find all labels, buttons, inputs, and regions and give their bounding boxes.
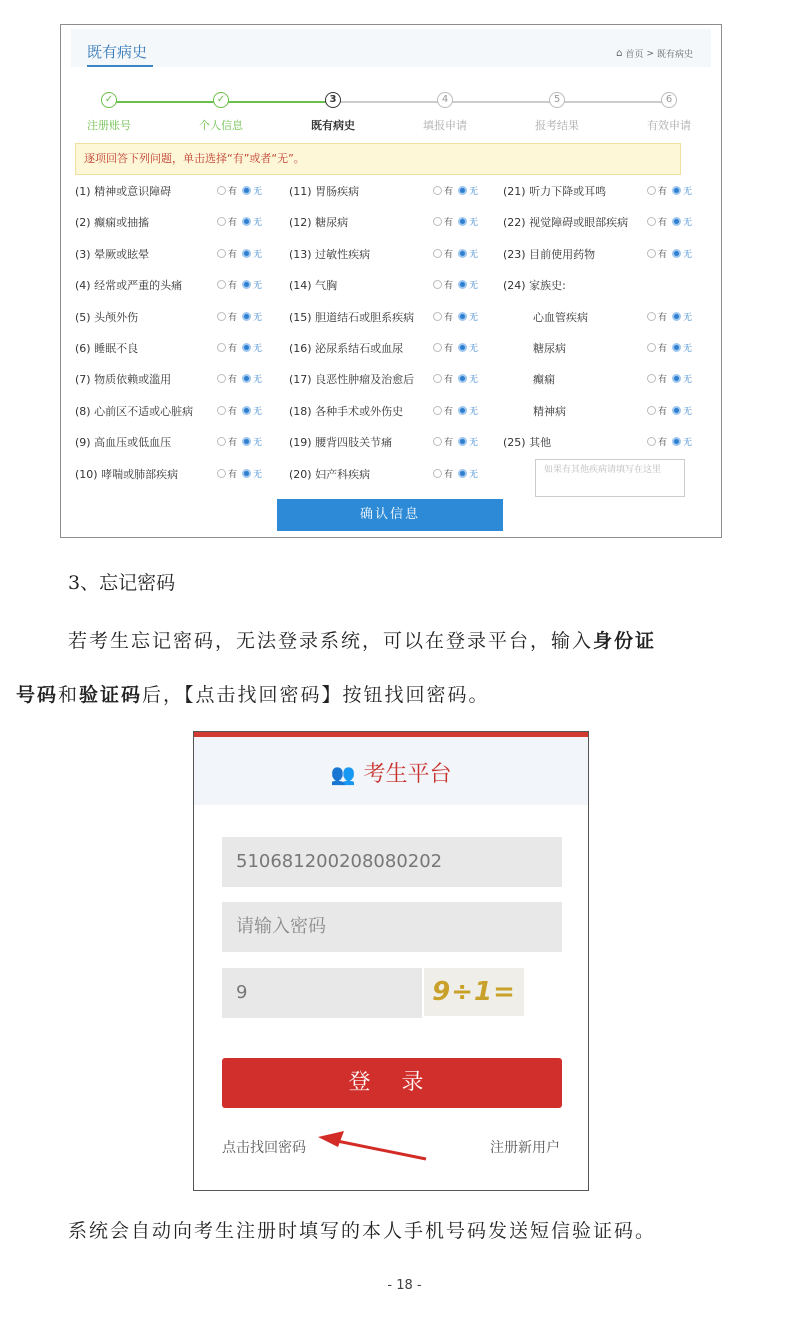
radio-yes[interactable] [433, 186, 442, 195]
radio-yes-label: 有 [228, 187, 238, 197]
para-bold-id: 身份证 [593, 630, 657, 652]
yes-no-radio-group [433, 467, 478, 480]
yes-no-radio-group [647, 247, 692, 260]
yes-no-radio-group [647, 310, 692, 323]
question-label: (11) 胃肠疾病 [289, 185, 360, 198]
question-label: 心血管疾病 [533, 310, 588, 324]
page-header [71, 29, 711, 67]
radio-no-label: 无 [253, 438, 263, 449]
radio-no-selected[interactable] [672, 186, 681, 195]
step-line-todo [333, 101, 669, 103]
breadcrumb-home[interactable]: 首页 [625, 50, 644, 60]
question-label: (18) 各种手术或外伤史 [289, 404, 404, 418]
yes-no-radio-group [647, 404, 692, 417]
yes-no-radio-group [433, 310, 478, 323]
captcha-image[interactable]: 9÷1= [424, 968, 524, 1016]
radio-yes[interactable] [647, 186, 656, 195]
breadcrumb [616, 47, 693, 60]
radio-no-selected[interactable] [672, 343, 681, 352]
step-6-label: 有效申请 [647, 119, 691, 132]
radio-yes-label: 有 [658, 187, 668, 197]
radio-no-label: 无 [253, 187, 263, 197]
radio-no-selected[interactable] [672, 312, 681, 321]
radio-no-label: 无 [253, 218, 263, 229]
radio-no-selected[interactable] [458, 280, 467, 289]
radio-no-label: 无 [469, 187, 479, 197]
question-label: (2) 癫痫或抽搐 [75, 216, 150, 230]
radio-no-selected[interactable] [458, 312, 467, 321]
radio-yes-label: 有 [228, 406, 238, 417]
para-bold-captcha: 验证码 [79, 684, 143, 706]
yes-no-radio-group [217, 184, 262, 197]
yes-no-radio-group [217, 404, 262, 417]
step-6-circle: 6 [661, 92, 677, 108]
question-label: (17) 良恶性肿瘤及治愈后 [289, 373, 415, 387]
radio-yes[interactable] [647, 406, 656, 415]
radio-no-selected[interactable] [672, 437, 681, 446]
para-text-rest: 后，【点击找回密码】按钮找回密码。 [142, 684, 490, 706]
yes-no-radio-group [647, 341, 692, 354]
yes-no-radio-group [433, 278, 478, 291]
radio-no-label: 无 [469, 281, 479, 292]
question-label: (21) 听力下降或耳鸣 [503, 185, 607, 198]
captcha-input[interactable]: 9 [222, 968, 422, 1018]
login-title [194, 757, 588, 788]
radio-yes-label: 有 [658, 438, 668, 449]
radio-no-label: 无 [253, 406, 263, 417]
progress-steps [61, 89, 721, 139]
login-button[interactable]: 登 录 [222, 1058, 562, 1108]
yes-no-radio-group [433, 247, 478, 260]
radio-no-label: 无 [253, 281, 263, 292]
question-label: (15) 胆道结石或胆系疾病 [289, 310, 415, 324]
radio-no-label: 无 [683, 406, 693, 417]
radio-yes-label: 有 [658, 344, 668, 354]
radio-yes[interactable] [217, 343, 226, 352]
question-label: (3) 晕厥或眩晕 [75, 247, 150, 261]
question-label: (7) 物质依赖或滥用 [75, 373, 172, 387]
radio-yes-label: 有 [228, 375, 238, 386]
radio-yes[interactable] [433, 374, 442, 383]
home-icon: ⌂ [616, 48, 623, 59]
radio-yes[interactable] [433, 469, 442, 478]
radio-yes-label: 有 [658, 218, 668, 229]
para-bold-number: 号码 [16, 684, 59, 706]
radio-no-label: 无 [253, 469, 263, 480]
radio-yes-label: 有 [228, 312, 238, 323]
radio-yes[interactable] [647, 343, 656, 352]
paragraph-line-1 [68, 626, 656, 653]
question-label: (6) 睡眠不良 [75, 342, 139, 355]
radio-no-selected[interactable] [672, 249, 681, 258]
medical-history-screenshot [60, 24, 722, 538]
question-label: (14) 气胸 [289, 279, 338, 293]
radio-yes-label: 有 [228, 281, 238, 292]
radio-no-label: 无 [253, 344, 263, 354]
radio-yes[interactable] [433, 437, 442, 446]
radio-yes[interactable] [433, 217, 442, 226]
yes-no-radio-group [217, 278, 262, 291]
radio-yes[interactable] [433, 249, 442, 258]
radio-yes-label: 有 [444, 312, 454, 323]
radio-yes[interactable] [217, 186, 226, 195]
radio-no-selected[interactable] [672, 217, 681, 226]
yes-no-radio-group [217, 372, 262, 385]
step-1-label: 注册账号 [87, 119, 131, 132]
para-text-and: 和 [58, 684, 80, 706]
radio-no-selected[interactable] [458, 374, 467, 383]
question-label: (25) 其他 [503, 436, 552, 450]
radio-yes-label: 有 [658, 375, 668, 386]
step-3-circle: 3 [325, 92, 341, 108]
radio-no-selected[interactable] [242, 374, 251, 383]
login-header [194, 737, 588, 805]
radio-no-label: 无 [253, 375, 263, 386]
radio-yes[interactable] [217, 312, 226, 321]
question-label: (22) 视觉障碍或眼部疾病 [503, 216, 629, 230]
radio-no-selected[interactable] [458, 186, 467, 195]
radio-no-selected[interactable] [242, 186, 251, 195]
radio-no-label: 无 [683, 249, 693, 260]
register-link[interactable]: 注册新用户 [490, 1140, 560, 1156]
question-label: (24) 家族史: [503, 279, 566, 293]
page-number: - 18 - [387, 1278, 422, 1293]
radio-yes-label: 有 [444, 249, 454, 260]
question-label: (19) 腰背四肢关节痛 [289, 436, 393, 450]
yes-no-radio-group [217, 310, 262, 323]
para-text: 若考生忘记密码，无法登录系统，可以在登录平台，输入 [68, 630, 594, 652]
radio-no-selected[interactable] [672, 406, 681, 415]
question-label: (23) 目前使用药物 [503, 247, 596, 261]
question-label: (16) 泌尿系结石或血尿 [289, 342, 404, 355]
radio-yes-label: 有 [228, 344, 238, 354]
password-input[interactable]: 请输入密码 [222, 902, 562, 952]
login-title-text: 考生平台 [363, 762, 452, 787]
radio-yes-label: 有 [228, 249, 238, 260]
radio-no-label: 无 [469, 312, 479, 323]
radio-no-selected[interactable] [458, 406, 467, 415]
yes-no-radio-group [647, 435, 692, 448]
radio-no-label: 无 [683, 438, 693, 449]
radio-no-label: 无 [469, 469, 479, 480]
radio-no-label: 无 [469, 406, 479, 417]
radio-no-selected[interactable] [242, 469, 251, 478]
yes-no-radio-group [433, 404, 478, 417]
radio-yes[interactable] [433, 280, 442, 289]
step-2-label: 个人信息 [199, 119, 243, 132]
yes-no-radio-group [217, 247, 262, 260]
confirm-button[interactable]: 确认信息 [277, 499, 503, 531]
radio-no-selected[interactable] [242, 249, 251, 258]
radio-no-selected[interactable] [458, 249, 467, 258]
radio-no-selected[interactable] [242, 280, 251, 289]
question-label: 癫痫 [533, 373, 555, 387]
pointer-arrow-icon [314, 1127, 434, 1167]
radio-yes-label: 有 [444, 187, 454, 197]
yes-no-radio-group [217, 341, 262, 354]
forgot-password-link[interactable]: 点击找回密码 [222, 1140, 306, 1156]
radio-no-label: 无 [469, 344, 479, 354]
question-label: 糖尿病 [533, 342, 566, 355]
radio-yes-label: 有 [444, 438, 454, 449]
radio-yes-label: 有 [228, 438, 238, 449]
yes-no-radio-group [433, 435, 478, 448]
question-label: (9) 高血压或低血压 [75, 436, 172, 450]
other-disease-textarea[interactable]: 如果有其他疾病请填写在这里 [535, 459, 685, 497]
question-label: (1) 精神或意识障碍 [75, 185, 172, 198]
yes-no-radio-group [647, 215, 692, 228]
radio-no-label: 无 [469, 249, 479, 260]
paragraph-line-2 [16, 680, 490, 707]
radio-no-selected[interactable] [458, 217, 467, 226]
radio-yes-label: 有 [444, 406, 454, 417]
radio-no-label: 无 [683, 187, 693, 197]
question-label: (4) 经常或严重的头痛 [75, 279, 183, 293]
radio-no-label: 无 [469, 375, 479, 386]
radio-yes-label: 有 [444, 344, 454, 354]
yes-no-radio-group [433, 215, 478, 228]
radio-yes[interactable] [217, 469, 226, 478]
step-1-check-icon: ✓ [101, 92, 117, 108]
yes-no-radio-group [433, 372, 478, 385]
radio-yes[interactable] [433, 406, 442, 415]
radio-no-selected[interactable] [458, 437, 467, 446]
radio-no-selected[interactable] [242, 312, 251, 321]
question-label: (12) 糖尿病 [289, 216, 349, 230]
id-number-input[interactable]: 510681200208080202 [222, 837, 562, 887]
login-screenshot [193, 731, 589, 1191]
question-label: (8) 心前区不适或心脏病 [75, 404, 194, 418]
radio-no-selected[interactable] [458, 469, 467, 478]
radio-no-label: 无 [683, 375, 693, 386]
radio-no-label: 无 [253, 312, 263, 323]
radio-yes[interactable] [647, 437, 656, 446]
yes-no-radio-group [217, 467, 262, 480]
page-title: 既有病史 [87, 43, 148, 61]
step-4-circle: 4 [437, 92, 453, 108]
radio-no-selected[interactable] [242, 406, 251, 415]
radio-yes[interactable] [217, 437, 226, 446]
radio-no-selected[interactable] [242, 217, 251, 226]
radio-no-label: 无 [683, 312, 693, 323]
question-label: (13) 过敏性疾病 [289, 247, 371, 261]
radio-no-label: 无 [469, 218, 479, 229]
radio-yes[interactable] [217, 217, 226, 226]
step-3-label: 既有病史 [311, 119, 355, 132]
users-icon: 👥 [330, 762, 356, 786]
radio-yes[interactable] [217, 249, 226, 258]
question-label: (5) 头颅外伤 [75, 310, 139, 324]
step-2-check-icon: ✓ [213, 92, 229, 108]
radio-yes-label: 有 [444, 281, 454, 292]
step-4-label: 填报申请 [423, 119, 467, 132]
question-label: (10) 哮喘或肺部疾病 [75, 467, 179, 481]
breadcrumb-separator: > [646, 48, 654, 59]
radio-yes[interactable] [647, 249, 656, 258]
section-heading: 3、忘记密码 [68, 572, 176, 594]
radio-yes[interactable] [217, 280, 226, 289]
radio-yes-label: 有 [444, 218, 454, 229]
instruction-notice: 逐项回答下列问题，单击选择“有”或者“无”。 [75, 143, 681, 175]
step-5-label: 报考结果 [535, 119, 579, 132]
radio-no-selected[interactable] [458, 343, 467, 352]
radio-yes-label: 有 [658, 249, 668, 260]
radio-yes[interactable] [217, 406, 226, 415]
radio-no-selected[interactable] [672, 374, 681, 383]
step-5-circle: 5 [549, 92, 565, 108]
radio-yes-label: 有 [228, 218, 238, 229]
yes-no-radio-group [433, 341, 478, 354]
breadcrumb-current: 既有病史 [656, 50, 693, 60]
yes-no-radio-group [647, 372, 692, 385]
question-label: 精神病 [533, 404, 566, 418]
radio-no-label: 无 [253, 249, 263, 260]
radio-yes-label: 有 [228, 469, 238, 480]
radio-no-label: 无 [683, 218, 693, 229]
yes-no-radio-group [647, 184, 692, 197]
radio-yes-label: 有 [444, 375, 454, 386]
radio-yes[interactable] [217, 374, 226, 383]
closing-paragraph: 系统会自动向考生注册时填写的本人手机号码发送短信验证码。 [68, 1220, 657, 1242]
radio-no-selected[interactable] [242, 437, 251, 446]
radio-no-label: 无 [469, 438, 479, 449]
radio-yes[interactable] [647, 374, 656, 383]
title-underline [87, 65, 153, 67]
question-label: (20) 妇产科疾病 [289, 467, 371, 481]
radio-yes[interactable] [647, 217, 656, 226]
radio-yes[interactable] [433, 312, 442, 321]
radio-yes[interactable] [433, 343, 442, 352]
radio-no-label: 无 [683, 344, 693, 354]
yes-no-radio-group [217, 435, 262, 448]
yes-no-radio-group [433, 184, 478, 197]
radio-yes-label: 有 [444, 469, 454, 480]
radio-no-selected[interactable] [242, 343, 251, 352]
yes-no-radio-group [217, 215, 262, 228]
radio-yes-label: 有 [658, 406, 668, 417]
radio-yes[interactable] [647, 312, 656, 321]
radio-yes-label: 有 [658, 312, 668, 323]
